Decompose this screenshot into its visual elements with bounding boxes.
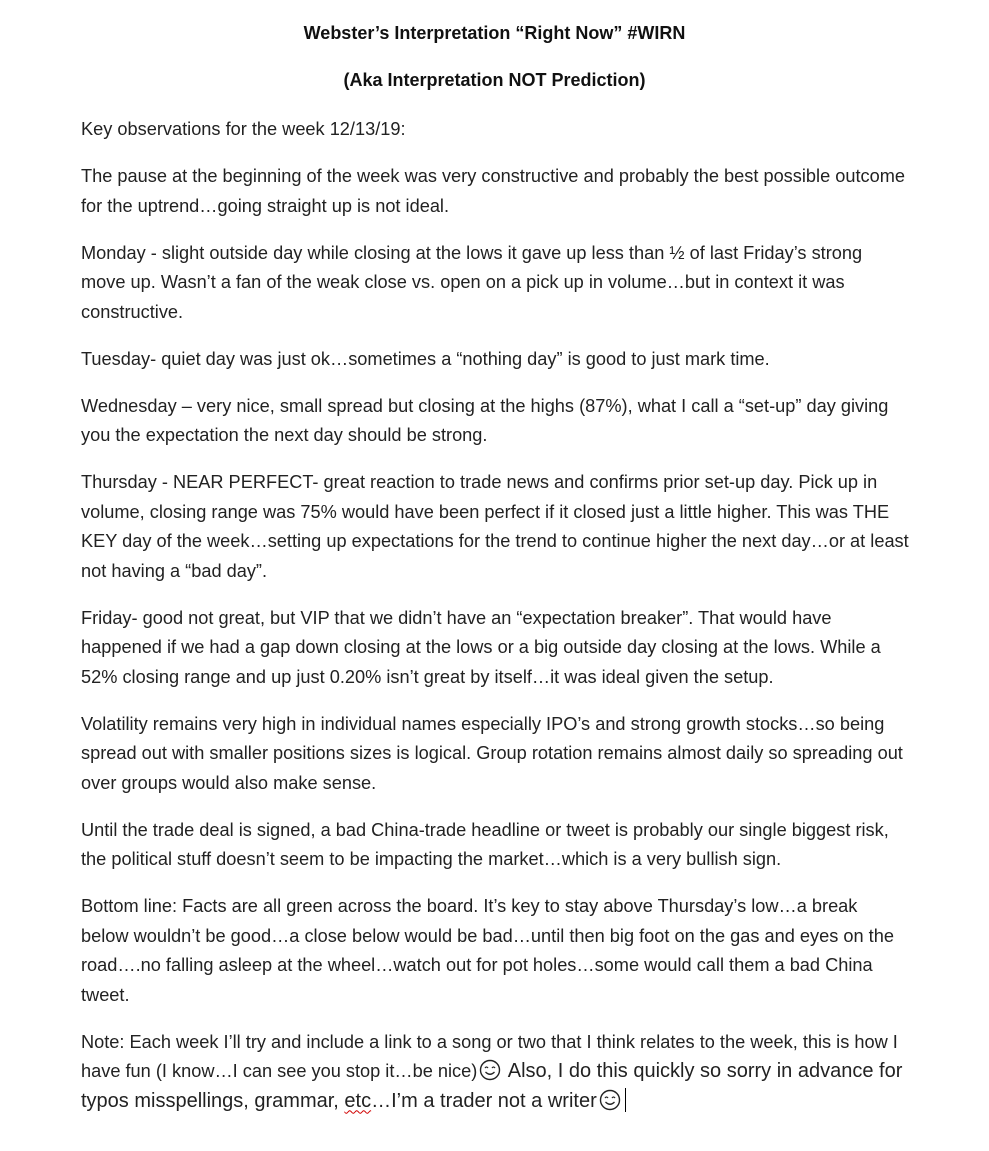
- paragraph-wednesday: Wednesday – very nice, small spread but closing at the highs (87%), what I call a “set-up” day giving you the expectation the next day should be strong.: [81, 395, 889, 445]
- paragraph-trade-deal: Until the trade deal is signed, a bad China-trade headline or tweet is probably our single biggest risk, the political stuff doesn’t seem to be impacting the market…which is a very bullish sign.: [81, 819, 889, 869]
- paragraph-bottom-line: Bottom line: Facts are all green across the board. It’s key to stay above Thursday’s low…a break below wouldn’t be good…a close below would be bad…until then big foot on the gas and eyes on the road….no falling asleep at the wheel…watch out for pot holes…some would call them a bad China tweet.: [81, 896, 894, 1005]
- paragraph-monday: Monday - slight outside day while closing at the lows it gave up less than ½ of last Friday’s strong move up. Wasn’t a fan of the weak close vs. open on a pick up in volume…but in context it was constructive.: [81, 242, 863, 322]
- note-text-part3: …I’m a trader not a writer: [371, 1089, 597, 1112]
- paragraph-key-observations: Key observations for the week 12/13/19:: [81, 119, 406, 139]
- misspelled-word[interactable]: etc: [344, 1089, 372, 1112]
- text-cursor: [625, 1088, 626, 1112]
- note-text-part2: Also, I do this quickly so sorry in advance for typos misspellings, grammar,: [81, 1060, 903, 1112]
- document-title: Webster’s Interpretation “Right Now” #WIRN: [303, 23, 686, 43]
- paragraph-thursday: Thursday - NEAR PERFECT- great reaction to trade news and confirms prior set-up day. Pick up in volume, closing range was 75% would have been perfect if it closed just a little higher. This was THE KEY day of the week…setting up expectations for the trend to continue higher the next day…or at least not having a “bad day”.: [81, 472, 909, 581]
- paragraph-tuesday: Tuesday- quiet day was just ok…sometimes a “nothing day” is good to just mark time.: [81, 348, 770, 369]
- note-text-part1: Note: Each week I’ll try and include a link to a song or two that I think relates to the week, this is how I have fun (I know…I can see you stop it…be nice): [81, 1031, 898, 1081]
- document-subtitle: (Aka Interpretation NOT Prediction): [343, 70, 646, 90]
- paragraph-pause: The pause at the beginning of the week was very constructive and probably the best possible outcome for the uptrend…going straight up is not ideal.: [81, 166, 905, 216]
- paragraph-friday: Friday- good not great, but VIP that we didn’t have an “expectation breaker”. That would have happened if we had a gap down closing at the lows or a big outside day closing at the lows. While a 52% closing range and up just 0.20% isn’t great by itself…it was ideal given the setup.: [81, 607, 881, 687]
- smiley-icon: [479, 1059, 501, 1081]
- paragraph-note: [81, 1028, 909, 1117]
- paragraph-volatility: Volatility remains very high in individual names especially IPO’s and strong growth stocks…so being spread out with smaller positions sizes is logical. Group rotation remains almost daily so spreading out over groups would also make sense.: [81, 713, 903, 793]
- smiley-icon: [599, 1089, 621, 1111]
- document-body[interactable]: [81, 115, 909, 1134]
